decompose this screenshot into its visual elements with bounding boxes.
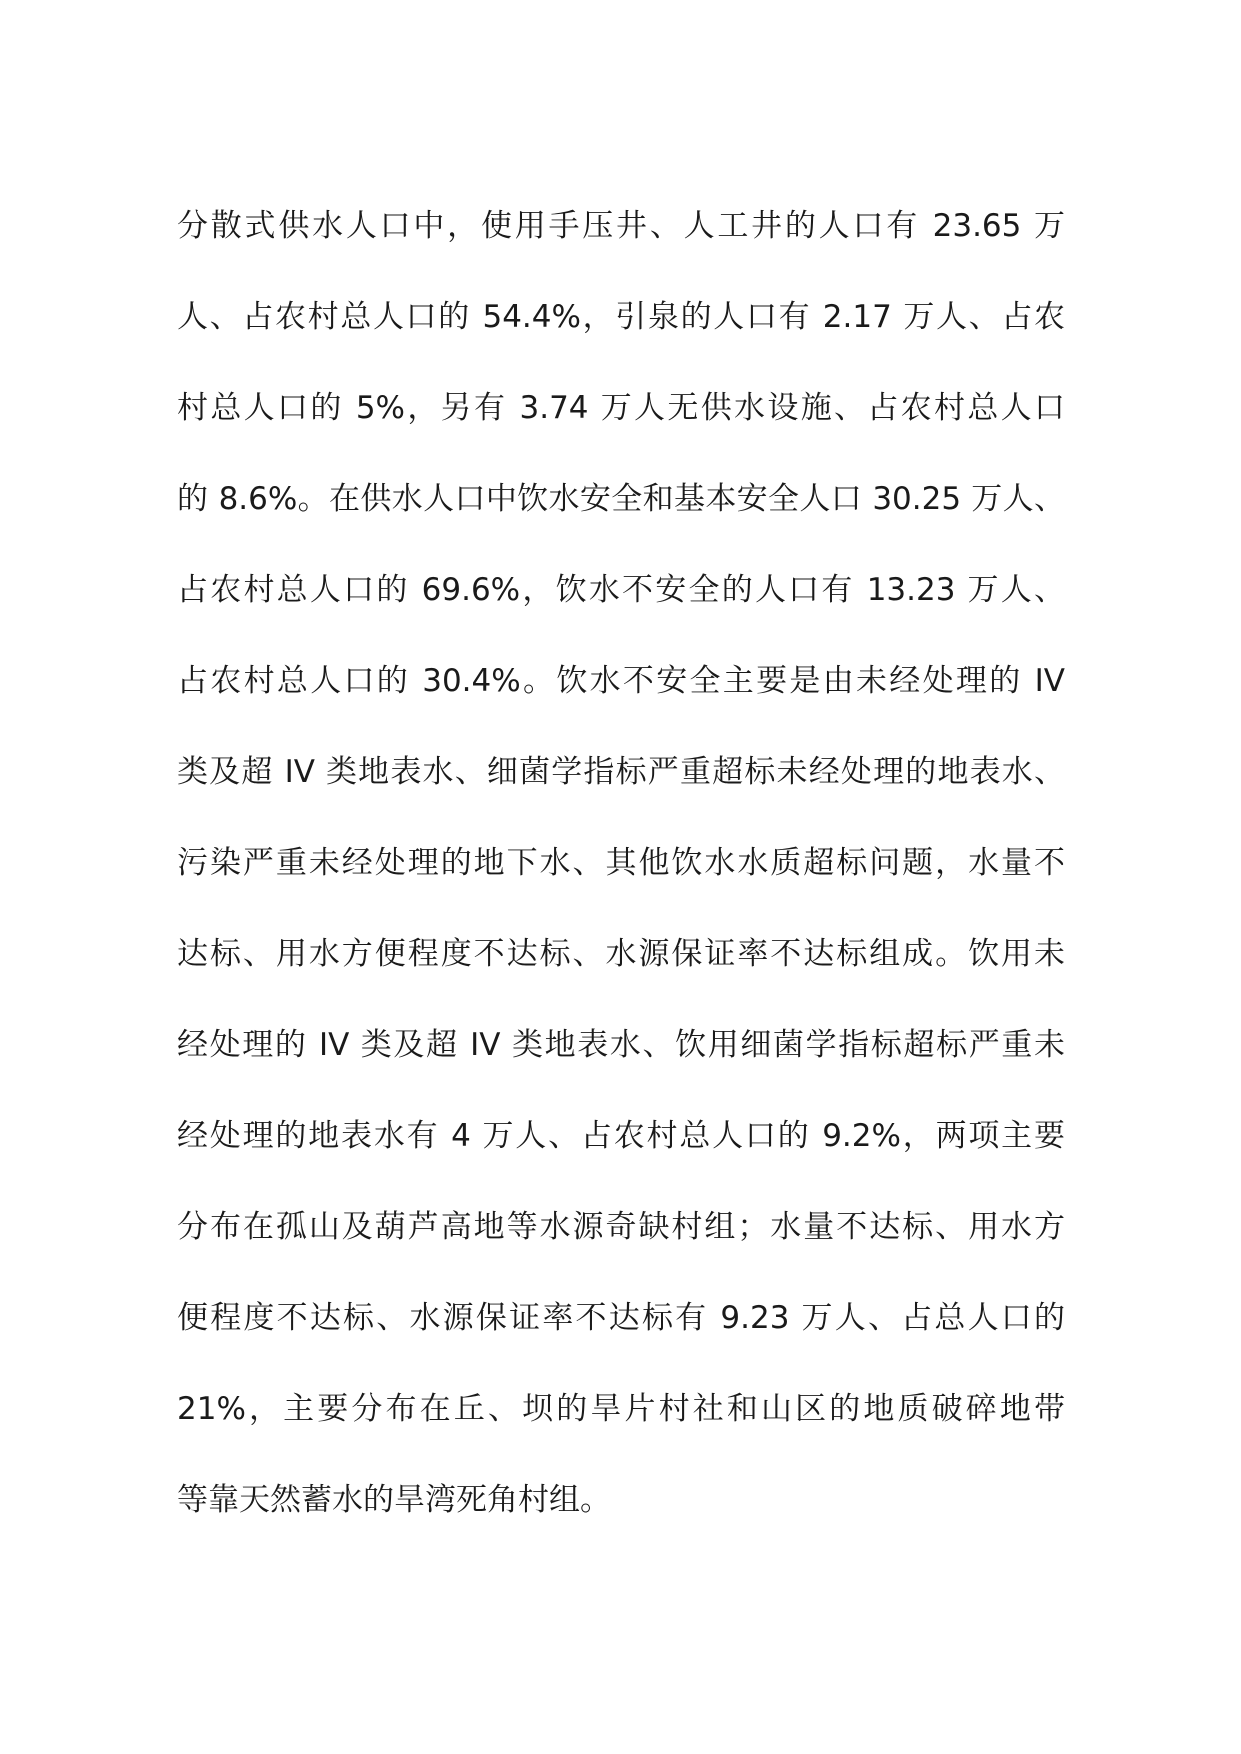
text-line: 人、占农村总人口的 54.4%，引泉的人口有 2.17 万人、占农	[177, 299, 1065, 335]
text-line: 的 8.6%。在供水人口中饮水安全和基本安全人口 30.25 万人、	[177, 481, 1065, 517]
text-line: 村总人口的 5%，另有 3.74 万人无供水设施、占农村总人口	[177, 390, 1065, 426]
text-line: 21%，主要分布在丘、坝的旱片村社和山区的地质破碎地带	[177, 1391, 1065, 1427]
text-line: 占农村总人口的 30.4%。饮水不安全主要是由未经处理的 IV	[177, 663, 1065, 699]
text-line: 类及超 IV 类地表水、细菌学指标严重超标未经处理的地表水、	[177, 754, 1065, 790]
text-line: 分散式供水人口中，使用手压井、人工井的人口有 23.65 万	[177, 208, 1065, 244]
body-paragraph	[177, 196, 1065, 1561]
text-line: 分布在孤山及葫芦高地等水源奇缺村组；水量不达标、用水方	[177, 1209, 1065, 1245]
text-line: 经处理的 IV 类及超 IV 类地表水、饮用细菌学指标超标严重未	[177, 1027, 1065, 1063]
text-line: 污染严重未经处理的地下水、其他饮水水质超标问题，水量不	[177, 845, 1065, 881]
text-line: 等靠天然蓄水的旱湾死角村组。	[177, 1482, 611, 1518]
text-line: 占农村总人口的 69.6%，饮水不安全的人口有 13.23 万人、	[177, 572, 1065, 608]
text-line: 经处理的地表水有 4 万人、占农村总人口的 9.2%，两项主要	[177, 1118, 1065, 1154]
text-line: 便程度不达标、水源保证率不达标有 9.23 万人、占总人口的	[177, 1300, 1065, 1336]
text-line: 达标、用水方便程度不达标、水源保证率不达标组成。饮用未	[177, 936, 1065, 972]
